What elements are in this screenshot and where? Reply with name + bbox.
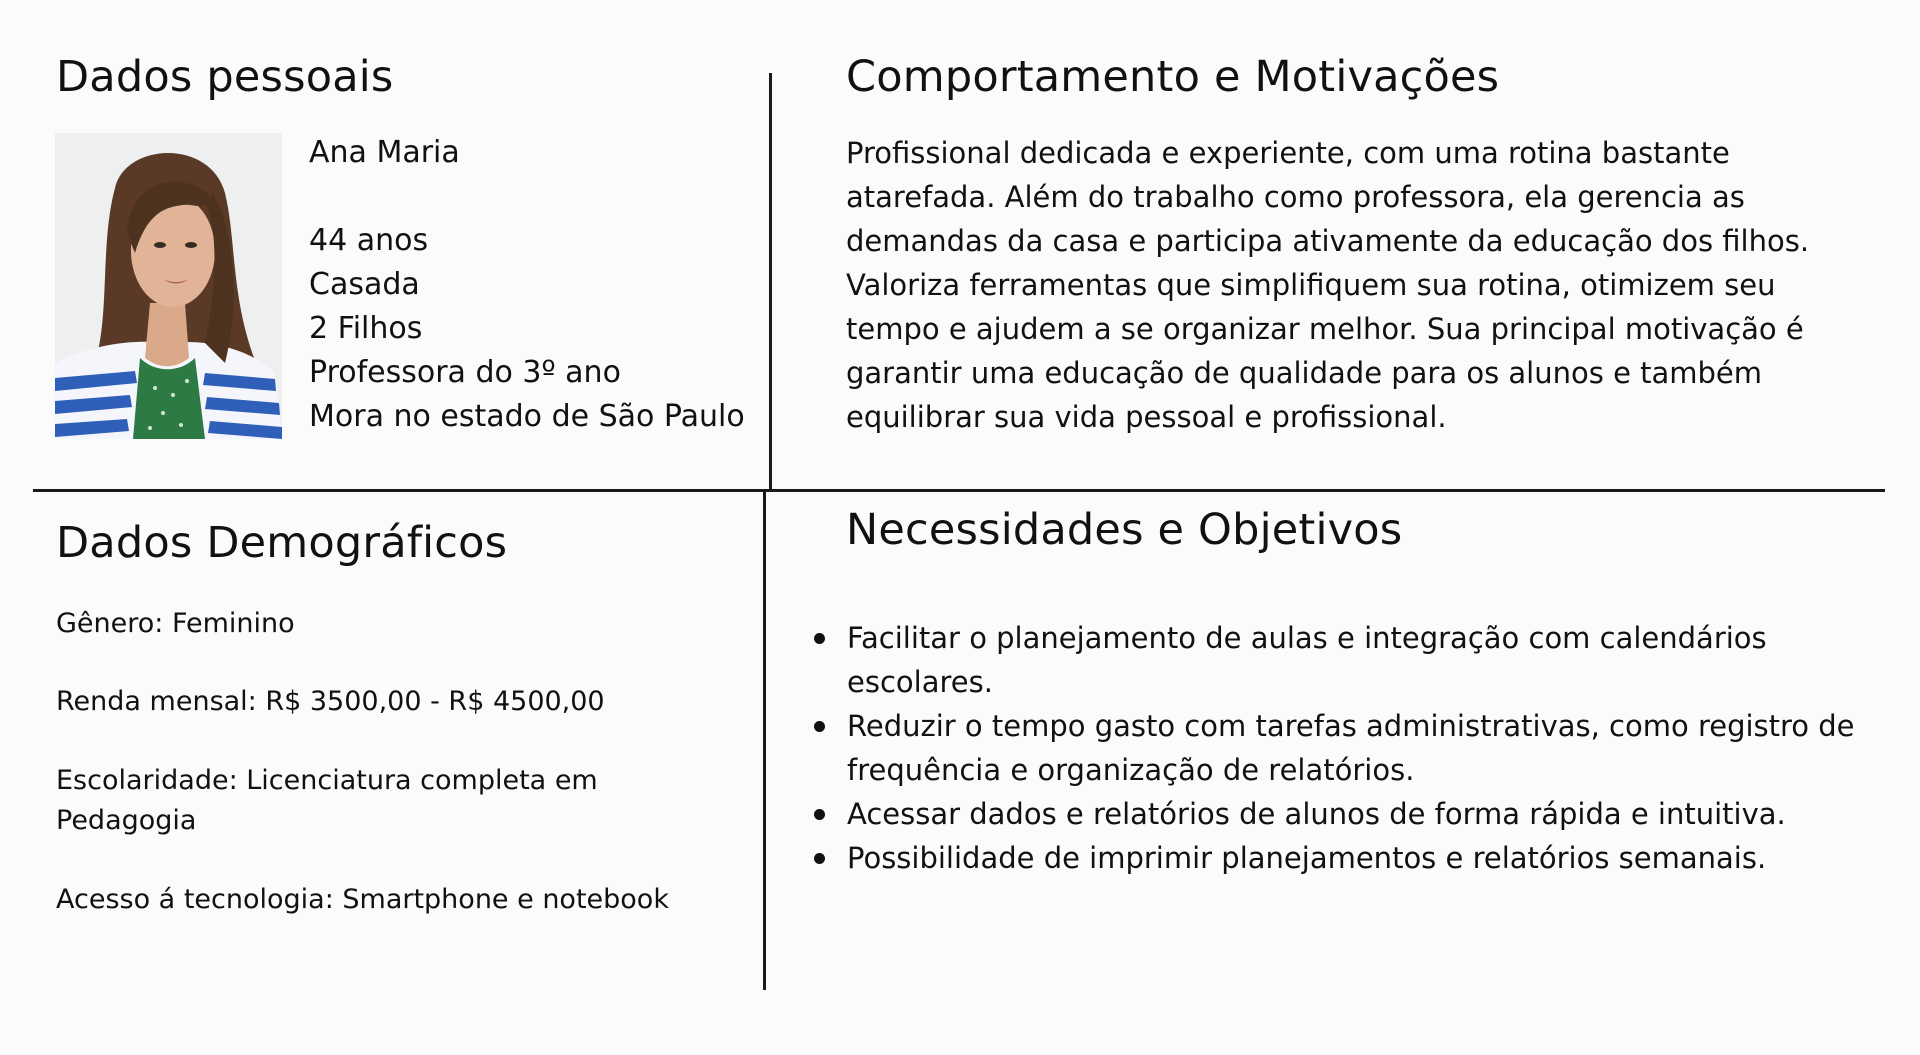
persona-job: Professora do 3º ano xyxy=(309,355,621,390)
demographics-education: Escolaridade: Licenciatura completa em Pedagogia xyxy=(56,765,598,836)
behavior-description: Profissional dedicada e experiente, com uma rotina bastante atarefada. Além do trabalho como professora, ela gerencia as demandas da casa e participa ativamente da educação dos filhos. Valoriza ferramentas que simplifiquem sua rotina, otimizem seu tempo e ajudem a se organizar melhor. Sua principal motivação é garantir uma educação de qualidade para os alunos e também equilibrar sua vida pessoal e profissional. xyxy=(846,136,1810,434)
persona-age: 44 anos xyxy=(309,223,429,258)
persona-name: Ana Maria xyxy=(309,135,460,170)
bullet-icon xyxy=(814,633,825,644)
vertical-divider-top xyxy=(769,73,772,490)
needs-item xyxy=(812,836,1882,880)
needs-heading: Necessidades e Objetivos xyxy=(846,505,1403,555)
persona-marital-status: Casada xyxy=(309,267,420,302)
personal-info-list xyxy=(309,131,745,439)
persona-children: 2 Filhos xyxy=(309,311,423,346)
vertical-divider-bottom xyxy=(763,490,766,990)
needs-item-text: Reduzir o tempo gasto com tarefas administrativas, como registro de frequência e organização de relatórios. xyxy=(847,709,1855,787)
horizontal-divider xyxy=(33,489,1885,492)
personal-data-heading: Dados pessoais xyxy=(56,52,394,102)
spacer xyxy=(309,175,745,219)
behavior-heading: Comportamento e Motivações xyxy=(846,52,1500,102)
demographics-technology: Acesso á tecnologia: Smartphone e notebook xyxy=(56,884,669,915)
needs-item-text: Possibilidade de imprimir planejamentos e relatórios semanais. xyxy=(847,841,1767,875)
needs-item xyxy=(812,704,1882,792)
needs-item xyxy=(812,616,1882,704)
needs-list xyxy=(812,616,1882,880)
bullet-icon xyxy=(814,809,825,820)
persona-photo xyxy=(55,133,282,439)
bullet-icon xyxy=(814,853,825,864)
demographics-income: Renda mensal: R$ 3500,00 - R$ 4500,00 xyxy=(56,686,605,717)
needs-item-text: Facilitar o planejamento de aulas e integração com calendários escolares. xyxy=(847,621,1767,699)
needs-item xyxy=(812,792,1882,836)
demographics-gender: Gênero: Feminino xyxy=(56,608,295,639)
bullet-icon xyxy=(814,721,825,732)
demographics-heading: Dados Demográficos xyxy=(56,518,508,568)
needs-item-text: Acessar dados e relatórios de alunos de forma rápida e intuitiva. xyxy=(847,797,1786,831)
persona-location: Mora no estado de São Paulo xyxy=(309,399,745,434)
